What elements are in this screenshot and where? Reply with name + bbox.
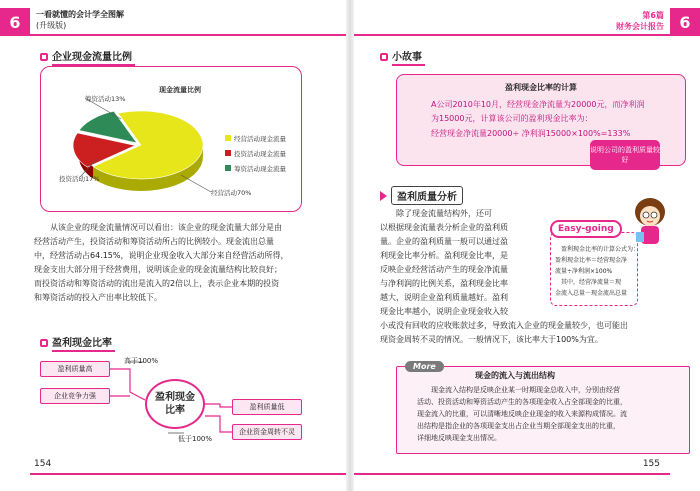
flow-center-line1: 盈利现金	[155, 392, 195, 403]
slice-label: 筹资活动13%	[85, 95, 126, 103]
chapter-tab: 6	[0, 8, 30, 36]
flow-box-strong-competitiveness: 企业竞争力强	[40, 388, 110, 404]
text-line: 利现金比率分析。盈利现金比率，是	[380, 251, 508, 260]
chapter-label: 第6篇	[642, 11, 664, 20]
flow-note-low: 低于100%	[178, 435, 213, 443]
story-line: A公司2010年10月，经营现金净流量为20000元，而净利润	[431, 100, 645, 109]
left-page	[0, 0, 346, 491]
text-line: 活动、投资活动和筹资活动产生的各项现金收入占全部现金的比重，	[417, 398, 627, 406]
text-line: 小或没有回收的应收账款过多，导致流入企业的现金量较少，也可能出	[380, 321, 628, 330]
legend-label: 投资活动现金流量	[234, 150, 286, 158]
more-title: 现金的流入与流出结构	[475, 371, 555, 380]
text-line: 现金支出大部分用于经营费用，说明该企业的现金流量结构比较良好；	[34, 265, 282, 274]
text-line: 从该企业的现金流量情况可以看出：该企业的现金流量大部分是由	[50, 223, 282, 232]
easy-going-box	[550, 232, 638, 306]
section-heading	[380, 48, 425, 66]
text-line: 与净利润的比例关系，盈利现金比率	[380, 279, 508, 288]
text-line: 现金流入结构是反映企业某一时期现金总收入中，分别由经营	[431, 386, 620, 394]
slice-label: 经营活动70%	[211, 189, 252, 197]
right-page	[354, 0, 700, 491]
book-edition: (升级版)	[36, 21, 67, 30]
flow-center-node	[145, 379, 205, 429]
slice-label: 投资活动17%	[59, 175, 100, 183]
section-title: 盈利质量分析	[391, 186, 463, 205]
flow-center-line2: 比率	[165, 405, 185, 416]
flow-box-cash-turnover: 企业资金周转不灵	[232, 424, 302, 440]
page-number: 154	[34, 459, 52, 469]
text-line: 除了现金流量结构外，还可	[396, 209, 492, 218]
text-line: 越大，说明企业盈利质量越好。盈利	[380, 293, 508, 302]
flow-box-high-quality: 盈利质量高	[40, 361, 110, 377]
callout-bubble: 说明公司的盈利质量较好	[590, 140, 660, 170]
text-line: 中，经营活动占64.15%，说明企业现金收入大部分来自经营活动所得，	[34, 251, 289, 260]
section-marker	[380, 53, 388, 61]
story-title: 盈利现金比率的计算	[505, 83, 577, 92]
text-line: 而投资活动和筹资活动的流出是流入的2倍以上，表示企业本期的投资	[34, 279, 280, 288]
story-line: 为15000元，计算该公司的盈利现金比率为：	[431, 114, 593, 123]
chapter-header	[616, 10, 664, 32]
text-line: 现资金周转不灵的情况。一般情况下，该比率大于100%为宜。	[380, 335, 603, 344]
book-title: 一看就懂的会计学全图解	[36, 10, 124, 19]
text-line: 盈利现金比率＝经营现金净	[555, 257, 628, 264]
text-line: 量。企业的盈利质量一般可以通过盈	[380, 237, 508, 246]
text-line: 详细地反映现金支出情况。	[417, 434, 501, 442]
story-line: 经营现金净流量20000÷ 净利润15000×100%=133%	[431, 129, 631, 138]
legend-label: 经营活动现金流量	[234, 135, 286, 143]
text-line: 经营活动产生，投资活动和筹资活动所占的比例较小。现金流出总量	[34, 237, 274, 246]
section-title: 盈利现金比率	[52, 334, 115, 352]
flow-box-low-quality: 盈利质量低	[232, 399, 302, 415]
text-line: 盈利现金比率的计算公式为：	[561, 246, 640, 253]
legend-label: 筹资活动现金流量	[234, 165, 286, 173]
text-line: 现金比率越小，说明企业现金收入较	[380, 307, 508, 316]
arrow-icon	[380, 191, 387, 201]
flow-note-high: 高于100%	[124, 357, 159, 365]
section-heading-2	[380, 186, 463, 205]
section-title: 小故事	[392, 48, 425, 66]
header-rule	[354, 34, 700, 36]
chapter-name: 财务会计报告	[616, 22, 664, 31]
more-box	[396, 362, 690, 454]
text-line: 流量÷净利润×100%	[555, 268, 613, 275]
text-line: 和筹资活动的投入产出率比较低下。	[34, 293, 162, 302]
section-title: 企业现金流量比例	[52, 48, 135, 66]
cartoon-girl-icon	[630, 194, 670, 250]
text-line: 反映企业经营活动产生的现金净流量	[380, 265, 508, 274]
text-line: 现金流入的比重，可以清晰地反映企业现金的收入来源构成情况。流	[417, 410, 627, 418]
text-line: 其中，经营净流量＝现	[561, 279, 622, 286]
footer-rule	[30, 473, 346, 475]
page-number: 155	[642, 459, 660, 469]
chapter-tab: 6	[670, 8, 700, 36]
book-gutter	[346, 0, 354, 491]
text-line: 出结构是指企业的各项现金支出占企业当期全部现金支出的比重，	[417, 422, 620, 430]
chart-title: 现金流量比例	[159, 86, 201, 94]
more-badge: More	[405, 361, 444, 372]
text-line: 金流入总量－现金流出总量	[555, 290, 628, 297]
text-line: 以根据现金流量表分析企业的盈利质	[380, 223, 508, 232]
footer-rule	[354, 473, 670, 475]
easy-going-badge: Easy-going	[550, 220, 622, 238]
